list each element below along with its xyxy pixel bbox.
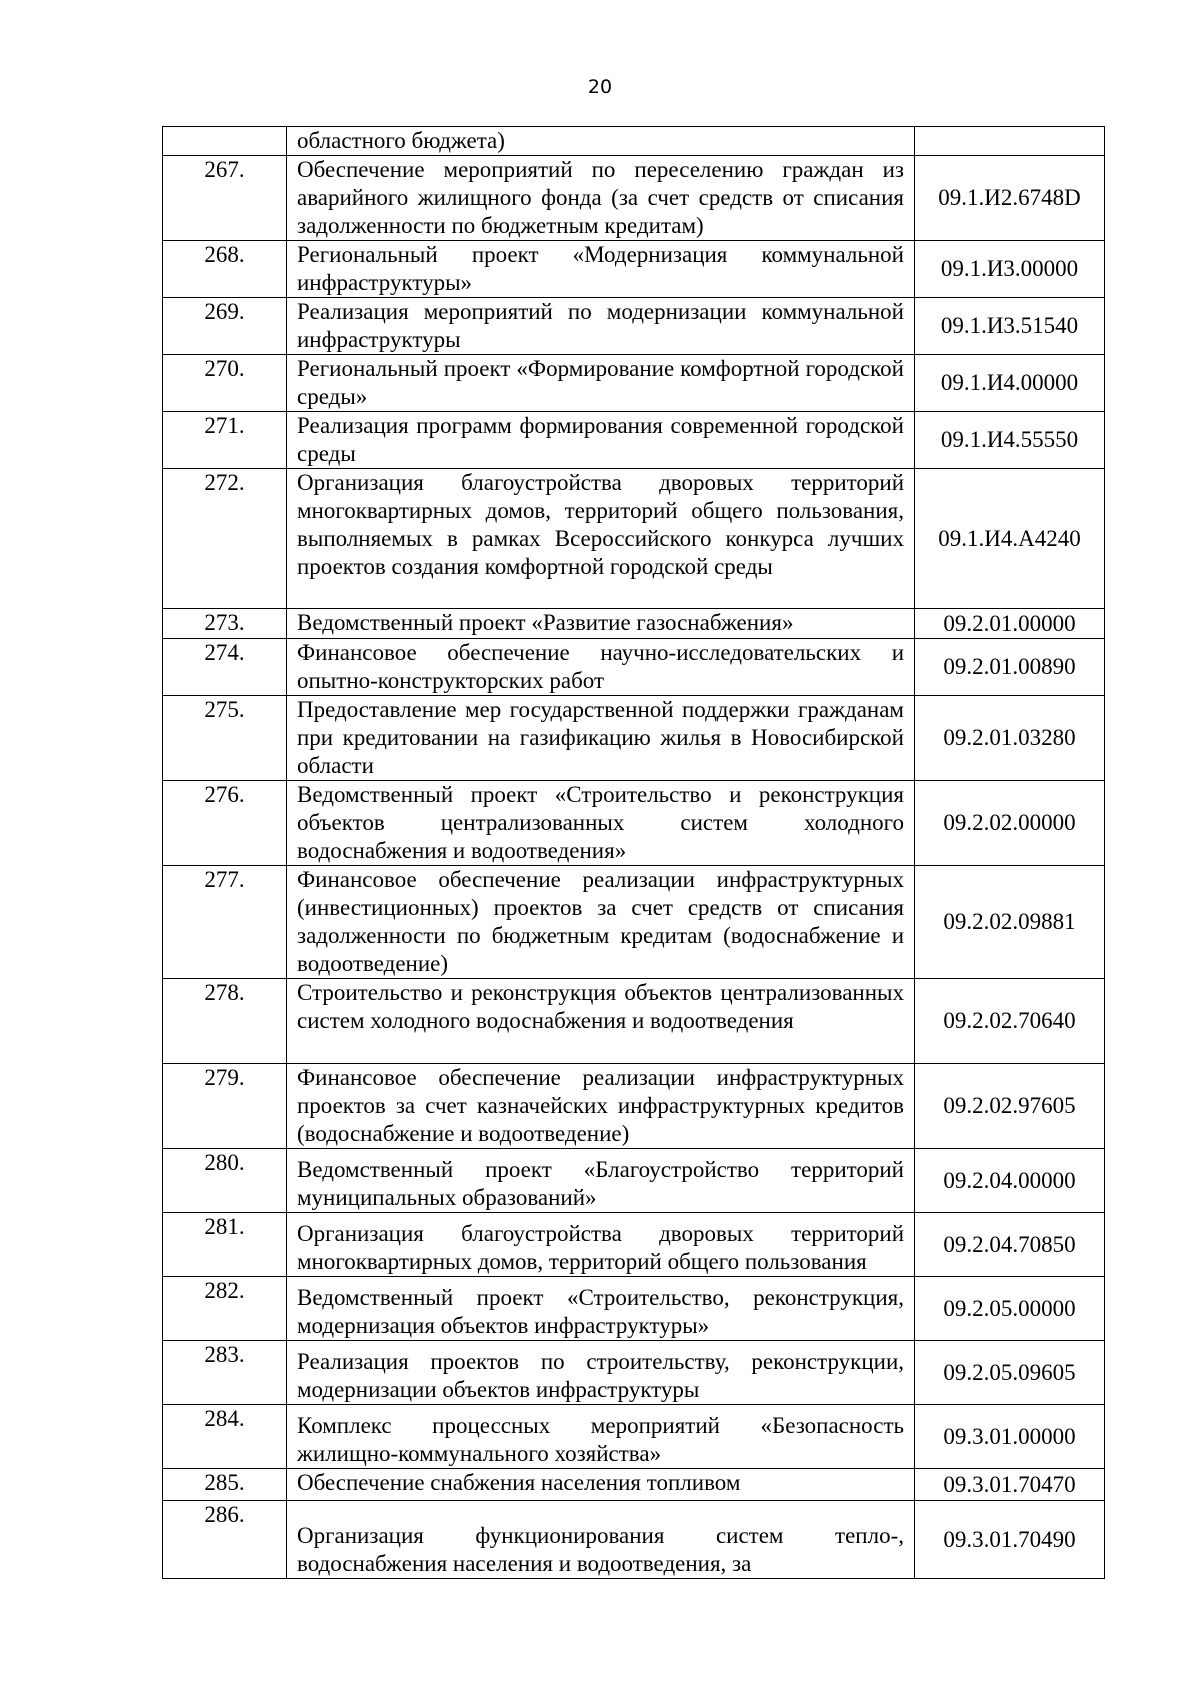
- row-number: 278.: [163, 979, 287, 1064]
- table-row: [163, 412, 1105, 469]
- table-row: [163, 298, 1105, 355]
- table-row: [163, 355, 1105, 412]
- row-number: [163, 127, 287, 156]
- row-description: Реализация проектов по строительству, реконструкции, модернизации объектов инфраструктуры: [287, 1341, 915, 1405]
- row-code: [915, 127, 1105, 156]
- row-code: 09.2.02.97605: [915, 1064, 1105, 1149]
- row-number: 279.: [163, 1064, 287, 1149]
- row-number: 272.: [163, 469, 287, 609]
- row-number: 269.: [163, 298, 287, 355]
- table-row: [163, 1405, 1105, 1469]
- row-code: 09.2.04.70850: [915, 1213, 1105, 1277]
- table-row: [163, 469, 1105, 609]
- row-number: 271.: [163, 412, 287, 469]
- page-number: 20: [587, 76, 613, 98]
- row-description: Финансовое обеспечение реализации инфраструктурных проектов за счет казначейских инфраструктурных кредитов (водоснабжение и водоотведение): [287, 1064, 915, 1149]
- row-number: 274.: [163, 639, 287, 696]
- table-row: [163, 781, 1105, 866]
- row-description: Ведомственный проект «Строительство и реконструкция объектов централизованных систем холодного водоснабжения и водоотведения»: [287, 781, 915, 866]
- table-row: [163, 1341, 1105, 1405]
- row-description: Региональный проект «Модернизация коммунальной инфраструктуры»: [287, 241, 915, 298]
- row-description: Реализация программ формирования современной городской среды: [287, 412, 915, 469]
- table-row: [163, 1149, 1105, 1213]
- row-description: Организация функционирования систем тепло-, водоснабжения населения и водоотведения, за: [287, 1501, 915, 1579]
- row-code: 09.3.01.00000: [915, 1405, 1105, 1469]
- row-code: 09.2.01.00000: [915, 609, 1105, 639]
- row-description: Финансовое обеспечение научно-исследовательских и опытно-конструкторских работ: [287, 639, 915, 696]
- row-code: 09.1.И3.00000: [915, 241, 1105, 298]
- table-row: [163, 241, 1105, 298]
- table-row: [163, 1213, 1105, 1277]
- table-row: [163, 696, 1105, 781]
- row-number: 268.: [163, 241, 287, 298]
- row-description: Ведомственный проект «Строительство, реконструкция, модернизация объектов инфраструктуры»: [287, 1277, 915, 1341]
- row-code: 09.1.И4.55550: [915, 412, 1105, 469]
- row-code: 09.1.И2.6748D: [915, 156, 1105, 241]
- table-row: [163, 156, 1105, 241]
- row-code: 09.1.И3.51540: [915, 298, 1105, 355]
- row-description: Ведомственный проект «Развитие газоснабжения»: [287, 609, 915, 639]
- row-code: 09.2.04.00000: [915, 1149, 1105, 1213]
- row-code: 09.2.02.09881: [915, 866, 1105, 979]
- row-number: 280.: [163, 1149, 287, 1213]
- row-code: 09.2.05.00000: [915, 1277, 1105, 1341]
- row-code: 09.1.И4.00000: [915, 355, 1105, 412]
- row-number: 273.: [163, 609, 287, 639]
- row-number: 277.: [163, 866, 287, 979]
- row-code: 09.2.01.03280: [915, 696, 1105, 781]
- row-code: 09.2.02.00000: [915, 781, 1105, 866]
- row-code: 09.2.05.09605: [915, 1341, 1105, 1405]
- row-description: областного бюджета): [287, 127, 915, 156]
- row-description: Предоставление мер государственной поддержки гражданам при кредитовании на газификацию жилья в Новосибирской области: [287, 696, 915, 781]
- row-number: 281.: [163, 1213, 287, 1277]
- row-code: 09.1.И4.А4240: [915, 469, 1105, 609]
- row-number: 270.: [163, 355, 287, 412]
- table-row: [163, 609, 1105, 639]
- row-description: Организация благоустройства дворовых территорий многоквартирных домов, территорий общего пользования: [287, 1213, 915, 1277]
- row-code: 09.3.01.70490: [915, 1501, 1105, 1579]
- row-number: 282.: [163, 1277, 287, 1341]
- row-number: 283.: [163, 1341, 287, 1405]
- table-row: [163, 1064, 1105, 1149]
- row-description: Обеспечение снабжения населения топливом: [287, 1469, 915, 1501]
- table-row: [163, 127, 1105, 156]
- row-description: Строительство и реконструкция объектов централизованных систем холодного водоснабжения и водоотведения: [287, 979, 915, 1064]
- table-row: [163, 1501, 1105, 1579]
- row-number: 276.: [163, 781, 287, 866]
- budget-codes-table: [162, 126, 1105, 1579]
- row-description: Финансовое обеспечение реализации инфраструктурных (инвестиционных) проектов за счет средств от списания задолженности по бюджетным кредитам (водоснабжение и водоотведение): [287, 866, 915, 979]
- row-number: 285.: [163, 1469, 287, 1501]
- row-number: 284.: [163, 1405, 287, 1469]
- row-description: Региональный проект «Формирование комфортной городской среды»: [287, 355, 915, 412]
- table-row: [163, 639, 1105, 696]
- table-row: [163, 979, 1105, 1064]
- row-code: 09.2.01.00890: [915, 639, 1105, 696]
- row-description: Реализация мероприятий по модернизации коммунальной инфраструктуры: [287, 298, 915, 355]
- row-number: 267.: [163, 156, 287, 241]
- row-number: 275.: [163, 696, 287, 781]
- table-row: [163, 1277, 1105, 1341]
- table-row: [163, 1469, 1105, 1501]
- row-code: 09.3.01.70470: [915, 1469, 1105, 1501]
- row-description: Комплекс процессных мероприятий «Безопасность жилищно-коммунального хозяйства»: [287, 1405, 915, 1469]
- row-code: 09.2.02.70640: [915, 979, 1105, 1064]
- table-row: [163, 866, 1105, 979]
- row-number: 286.: [163, 1501, 287, 1579]
- row-description: Организация благоустройства дворовых территорий многоквартирных домов, территорий общего пользования, выполняемых в рамках Всероссийского конкурса лучших проектов создания комфортной городской среды: [287, 469, 915, 609]
- row-description: Ведомственный проект «Благоустройство территорий муниципальных образований»: [287, 1149, 915, 1213]
- row-description: Обеспечение мероприятий по переселению граждан из аварийного жилищного фонда (за счет средств от списания задолженности по бюджетным кредитам): [287, 156, 915, 241]
